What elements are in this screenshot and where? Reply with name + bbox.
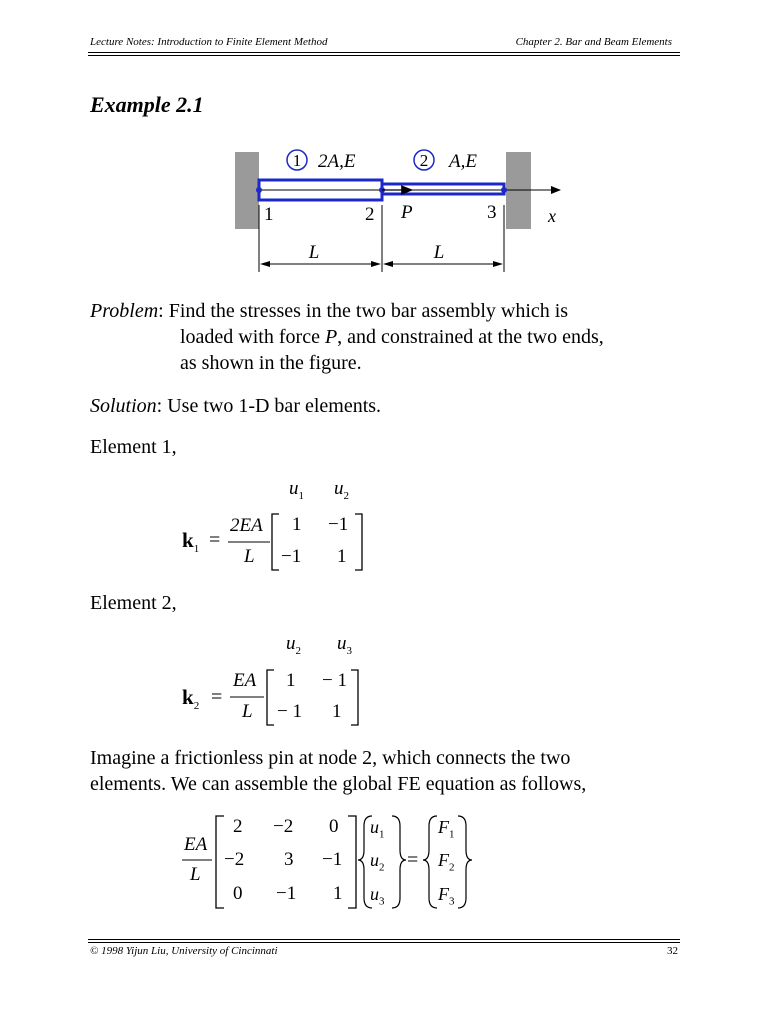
footer-rule (88, 939, 680, 940)
length-1-label: L (308, 242, 320, 263)
u-right-brace (392, 816, 406, 908)
f3-sub: 3 (449, 895, 455, 908)
k1-col-1-sym: u (289, 478, 299, 499)
global-equals: = (407, 849, 419, 871)
u1-sub: 1 (379, 828, 385, 841)
global-m13: 0 (329, 816, 339, 837)
element-1-number: 1 (292, 151, 302, 170)
k2-col-2-sub: 3 (346, 644, 352, 657)
k2-symbol (182, 685, 199, 712)
k1-k: k (182, 528, 194, 552)
problem-line-2 (180, 324, 604, 350)
global-u2 (370, 850, 385, 874)
global-right-bracket (348, 816, 356, 908)
header-left: Lecture Notes: Introduction to Finite Element Method (90, 36, 328, 48)
right-wall (506, 152, 531, 229)
f1-sub: 1 (449, 828, 455, 841)
k1-left-bracket (272, 514, 279, 570)
header-rule (88, 52, 680, 53)
u2-sub: 2 (379, 861, 385, 874)
node-3-label: 3 (487, 202, 497, 223)
node-2-label: 2 (365, 204, 375, 225)
problem-label: Problem (90, 300, 159, 322)
k2-m11: 1 (286, 670, 296, 691)
element-2-heading: Element 2, (90, 592, 177, 614)
k1-numerator (230, 515, 263, 537)
length-2-label: L (433, 242, 445, 263)
problem-text-2a: loaded with force (180, 326, 325, 348)
k2-sub: 2 (193, 700, 200, 713)
f2-sub: 2 (449, 861, 455, 874)
f-left-brace (423, 816, 437, 908)
node-1-label: 1 (264, 204, 274, 225)
element-2-label: A,E (449, 151, 477, 172)
f1-sym: F (438, 817, 449, 837)
k1-sub: 1 (193, 543, 200, 556)
problem-line-1 (90, 298, 568, 324)
global-f2 (438, 850, 455, 874)
problem-line-3: as shown in the figure. (180, 352, 362, 374)
assembly-line-1: Imagine a frictionless pin at node 2, which connects the two (90, 747, 571, 769)
node-3-dot (501, 187, 507, 193)
k2-numerator: EA (233, 670, 257, 691)
problem-load-symbol: P (324, 326, 338, 348)
k2-denominator: L (242, 701, 253, 722)
k2-m12: − 1 (322, 670, 347, 691)
problem-text-1: : Find the stresses in the two bar assembly which is (158, 300, 569, 322)
k1-num: 2EA (230, 515, 263, 536)
k1-col-1-sub: 1 (298, 489, 304, 502)
assembly-line-2: elements. We can assemble the global FE equation as follows, (90, 773, 587, 795)
solution-text: : Use two 1-D bar elements. (156, 395, 382, 417)
k2-left-bracket (267, 670, 274, 725)
u2-sym: u (370, 850, 379, 870)
global-m21: −2 (224, 849, 245, 870)
element-2-number: 2 (419, 151, 429, 170)
k1-right-bracket (355, 514, 362, 570)
global-m12: −2 (273, 816, 294, 837)
left-wall (235, 152, 259, 229)
solution-label: Solution (90, 395, 157, 417)
k1-m22: 1 (337, 546, 347, 567)
load-label: P (401, 202, 413, 223)
k1-symbol (182, 528, 199, 555)
footer-left: © 1998 Yijun Liu, University of Cincinnati (90, 945, 278, 957)
global-m33: 1 (333, 883, 343, 904)
global-m32: −1 (276, 883, 297, 904)
u1-sym: u (370, 817, 379, 837)
k2-col-1-sym: u (286, 633, 296, 654)
element-1-label: 2A,E (318, 151, 356, 172)
k1-m12: −1 (328, 514, 349, 535)
k1-equals: = (209, 529, 221, 551)
global-m23: −1 (322, 849, 343, 870)
global-f3 (438, 884, 455, 908)
node-2-dot (379, 187, 385, 193)
header-rule-2 (88, 55, 680, 56)
k1-col-2 (334, 478, 349, 502)
global-m22: 3 (284, 849, 294, 870)
k2-col-2-sym: u (337, 633, 347, 654)
k1-col-1 (289, 478, 304, 502)
node-1-dot (256, 187, 262, 193)
f2-sym: F (438, 850, 449, 870)
element-1-heading: Element 1, (90, 436, 177, 458)
k1-col-2-sub: 2 (343, 489, 349, 502)
u3-sym: u (370, 884, 379, 904)
element-1-circle (287, 150, 307, 170)
global-numerator: EA (184, 834, 208, 855)
global-u1 (370, 817, 385, 841)
solution-line (90, 393, 381, 419)
k2-equals: = (211, 686, 223, 708)
k1-denominator: L (244, 546, 255, 567)
k1-m11: 1 (292, 514, 302, 535)
f3-sym: F (438, 884, 449, 904)
global-m11: 2 (233, 816, 243, 837)
global-denominator: L (190, 864, 201, 885)
global-left-bracket (216, 816, 224, 908)
footer-rule-2 (88, 942, 680, 943)
k1-col-2-sym: u (334, 478, 344, 499)
k2-col-2 (337, 633, 352, 657)
f-right-brace (458, 816, 472, 908)
global-f1 (438, 817, 455, 841)
global-u3 (370, 884, 385, 908)
problem-text-2b: , and constrained at the two ends, (337, 326, 604, 348)
header-right: Chapter 2. Bar and Beam Elements (515, 36, 672, 48)
element-2-bar (382, 184, 504, 194)
k2-m22: 1 (332, 701, 342, 722)
k2-right-bracket (351, 670, 358, 725)
k2-col-1 (286, 633, 301, 657)
u3-sub: 3 (379, 895, 385, 908)
element-1-bar (259, 180, 382, 200)
k2-col-1-sub: 2 (295, 644, 301, 657)
page-title: Example 2.1 (90, 92, 204, 117)
k1-m21: −1 (281, 546, 302, 567)
element-2-circle (414, 150, 434, 170)
k2-k: k (182, 685, 194, 709)
k2-m21: − 1 (277, 701, 302, 722)
page-number: 32 (667, 945, 678, 957)
global-m31: 0 (233, 883, 243, 904)
axis-label: x (548, 206, 556, 226)
